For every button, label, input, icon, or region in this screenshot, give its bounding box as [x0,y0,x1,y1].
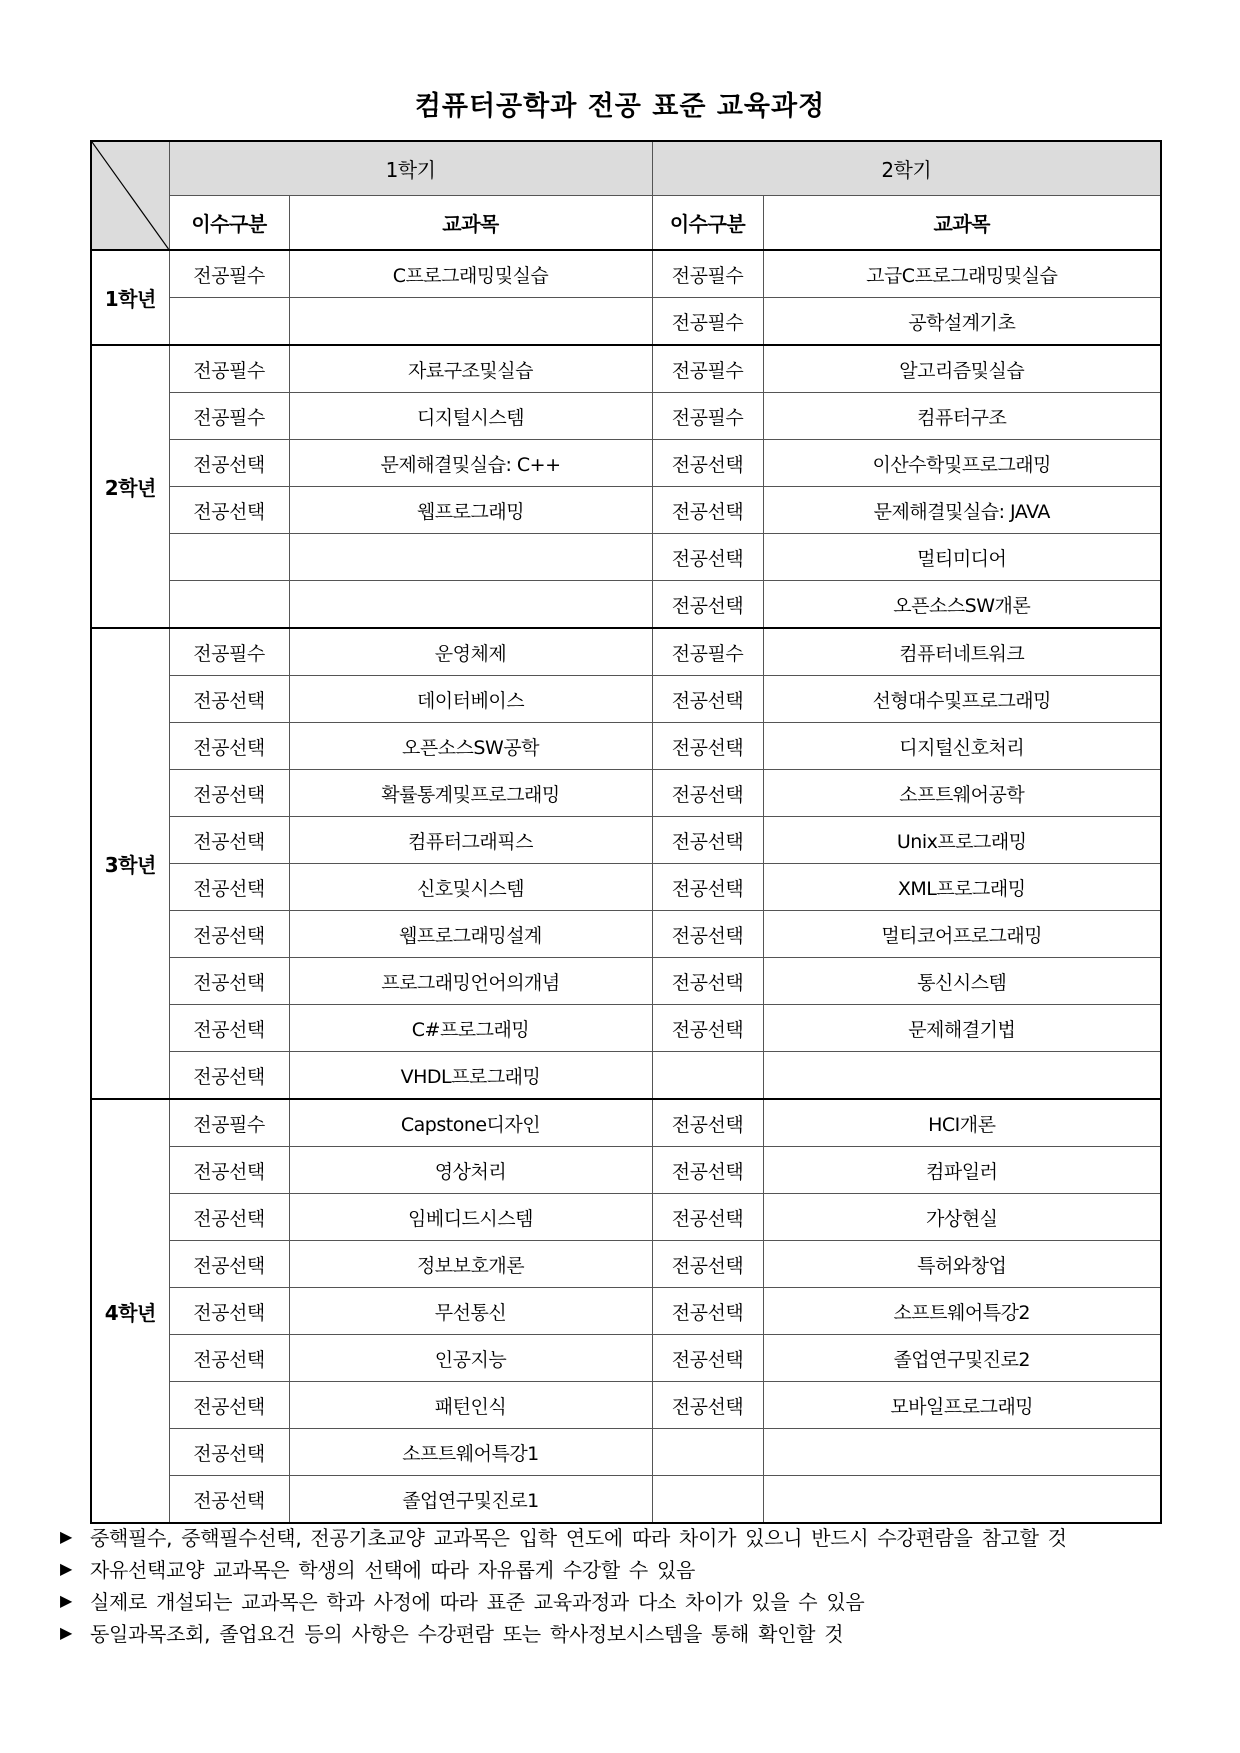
category-cell: 전공선택 [652,864,763,911]
category-cell: 전공선택 [169,676,289,723]
course-cell [763,1476,1161,1524]
category-cell: 전공선택 [169,1194,289,1241]
course-cell: 인공지능 [289,1335,652,1382]
course-cell: 확률통계및프로그래밍 [289,770,652,817]
table-row [91,676,1161,723]
table-row [91,817,1161,864]
category-cell: 전공선택 [652,1382,763,1429]
category-cell: 전공선택 [652,770,763,817]
table-row [91,1194,1161,1241]
course-cell [289,298,652,346]
curriculum-table [90,140,1162,1524]
category-cell: 전공필수 [169,1099,289,1147]
category-cell: 전공선택 [652,911,763,958]
table-row [91,864,1161,911]
category-cell: 전공선택 [652,1335,763,1382]
category-cell: 전공필수 [652,345,763,393]
table-row [91,1147,1161,1194]
table-row [91,440,1161,487]
category-cell: 전공선택 [652,1099,763,1147]
table-row [91,1005,1161,1052]
category-cell: 전공선택 [169,958,289,1005]
category-cell: 전공선택 [652,723,763,770]
course-cell: 데이터베이스 [289,676,652,723]
course-cell: 소프트웨어특강1 [289,1429,652,1476]
course-cell: 프로그래밍언어의개념 [289,958,652,1005]
year-label: 1학년 [91,250,169,345]
course-cell: 선형대수및프로그래밍 [763,676,1161,723]
category-cell: 전공선택 [169,1052,289,1100]
category-cell: 전공필수 [652,298,763,346]
course-cell [289,581,652,629]
category-cell: 전공선택 [652,1147,763,1194]
course-cell: 웹프로그래밍 [289,487,652,534]
table-row [91,534,1161,581]
course-cell: 소프트웨어특강2 [763,1288,1161,1335]
category-cell: 전공선택 [652,581,763,629]
note-text: 동일과목조회, 졸업요건 등의 사항은 수강편람 또는 학사정보시스템을 통해 확인할 것 [90,1621,844,1646]
course-cell: 모바일프로그래밍 [763,1382,1161,1429]
course-cell: Capstone디자인 [289,1099,652,1147]
column-header-row [91,196,1161,251]
category-cell: 전공필수 [652,250,763,298]
category-cell [652,1429,763,1476]
course-cell: 소프트웨어공학 [763,770,1161,817]
course-cell: 패턴인식 [289,1382,652,1429]
table-row [91,1099,1161,1147]
category-cell: 전공선택 [652,1005,763,1052]
table-row [91,770,1161,817]
category-cell: 전공선택 [169,1288,289,1335]
course-cell: 디지털신호처리 [763,723,1161,770]
page-title: 컴퓨터공학과 전공 표준 교육과정 [414,91,826,122]
category-cell: 전공선택 [169,817,289,864]
course-cell [763,1429,1161,1476]
course-cell: 공학설계기초 [763,298,1161,346]
category-cell: 전공필수 [652,628,763,676]
course-cell: 자료구조및실습 [289,345,652,393]
category-cell: 전공선택 [169,864,289,911]
course-cell: HCI개론 [763,1099,1161,1147]
category-cell: 전공선택 [169,440,289,487]
category-cell: 전공선택 [169,1335,289,1382]
category-cell: 전공선택 [652,958,763,1005]
diagonal-line-icon [92,142,169,249]
note-item [60,1584,1180,1616]
category-cell: 전공선택 [169,487,289,534]
category-cell [169,298,289,346]
table-row [91,1476,1161,1524]
category-cell: 전공선택 [169,1241,289,1288]
course-cell: 멀티코어프로그래밍 [763,911,1161,958]
table-row [91,581,1161,629]
note-text: 자유선택교양 교과목은 학생의 선택에 따라 자유롭게 수강할 수 있음 [90,1557,696,1582]
note-item [60,1552,1180,1584]
semester-header-row [91,141,1161,196]
category-cell: 전공선택 [169,770,289,817]
course-cell: 통신시스템 [763,958,1161,1005]
category-cell: 전공선택 [169,1147,289,1194]
course-cell: 무선통신 [289,1288,652,1335]
category-cell: 전공필수 [169,393,289,440]
course-cell: 컴파일러 [763,1147,1161,1194]
s1-course-header: 교과목 [289,196,652,251]
category-cell: 전공선택 [169,1382,289,1429]
category-cell: 전공선택 [169,1476,289,1524]
table-row [91,1382,1161,1429]
table-row [91,1335,1161,1382]
course-cell [763,1052,1161,1100]
course-cell: 컴퓨터네트워크 [763,628,1161,676]
course-cell: 정보보호개론 [289,1241,652,1288]
corner-cell [91,141,169,250]
table-row [91,345,1161,393]
s2-course-header: 교과목 [763,196,1161,251]
category-cell: 전공필수 [169,250,289,298]
course-cell: 고급C프로그래밍및실습 [763,250,1161,298]
category-cell [652,1052,763,1100]
curriculum-table-body [91,141,1161,1523]
triangle-bullet-icon: ▶ [60,1590,73,1610]
s1-category-header: 이수구분 [169,196,289,251]
table-row [91,628,1161,676]
notes-list [60,1520,1180,1648]
course-cell: 이산수학및프로그래밍 [763,440,1161,487]
course-cell: C프로그래밍및실습 [289,250,652,298]
table-row [91,487,1161,534]
category-cell: 전공필수 [169,628,289,676]
course-cell: C#프로그래밍 [289,1005,652,1052]
course-cell: 웹프로그래밍설계 [289,911,652,958]
course-cell [289,534,652,581]
table-row [91,1052,1161,1100]
course-cell: 졸업연구및진로1 [289,1476,652,1524]
table-row [91,250,1161,298]
category-cell: 전공선택 [652,1288,763,1335]
category-cell: 전공선택 [652,1241,763,1288]
category-cell: 전공선택 [169,911,289,958]
year-label: 4학년 [91,1099,169,1523]
triangle-bullet-icon: ▶ [60,1526,73,1546]
course-cell: 알고리즘및실습 [763,345,1161,393]
category-cell [169,581,289,629]
course-cell: 졸업연구및진로2 [763,1335,1161,1382]
course-cell: 컴퓨터구조 [763,393,1161,440]
course-cell: 멀티미디어 [763,534,1161,581]
table-row [91,298,1161,346]
category-cell: 전공선택 [169,1005,289,1052]
note-item [60,1520,1180,1552]
category-cell: 전공선택 [652,534,763,581]
category-cell: 전공필수 [169,345,289,393]
course-cell: VHDL프로그래밍 [289,1052,652,1100]
course-cell: 신호및시스템 [289,864,652,911]
category-cell: 전공선택 [652,1194,763,1241]
table-row [91,1241,1161,1288]
course-cell: 문제해결및실습: C++ [289,440,652,487]
course-cell: 문제해결및실습: JAVA [763,487,1161,534]
table-row [91,911,1161,958]
category-cell: 전공선택 [652,676,763,723]
category-cell: 전공필수 [652,393,763,440]
triangle-bullet-icon: ▶ [60,1622,73,1642]
course-cell: 특허와창업 [763,1241,1161,1288]
category-cell: 전공선택 [652,487,763,534]
year-label: 2학년 [91,345,169,628]
course-cell: 문제해결기법 [763,1005,1161,1052]
course-cell: 컴퓨터그래픽스 [289,817,652,864]
course-cell: Unix프로그래밍 [763,817,1161,864]
course-cell: 오픈소스SW개론 [763,581,1161,629]
course-cell: 영상처리 [289,1147,652,1194]
category-cell: 전공선택 [652,817,763,864]
course-cell: 임베디드시스템 [289,1194,652,1241]
table-row [91,958,1161,1005]
note-text: 실제로 개설되는 교과목은 학과 사정에 따라 표준 교육과정과 다소 차이가 있을 수 있음 [90,1589,865,1614]
note-item [60,1616,1180,1648]
s2-category-header: 이수구분 [652,196,763,251]
course-cell: 오픈소스SW공학 [289,723,652,770]
note-text: 중핵필수, 중핵필수선택, 전공기초교양 교과목은 입학 연도에 따라 차이가 있으니 반드시 수강편람을 참고할 것 [90,1525,1067,1550]
table-row [91,1429,1161,1476]
table-row [91,1288,1161,1335]
category-cell [652,1476,763,1524]
course-cell: 가상현실 [763,1194,1161,1241]
category-cell: 전공선택 [169,723,289,770]
triangle-bullet-icon: ▶ [60,1558,73,1578]
category-cell [169,534,289,581]
year-label: 3학년 [91,628,169,1099]
category-cell: 전공선택 [169,1429,289,1476]
semester-2-header: 2학기 [652,141,1161,196]
course-cell: 디지털시스템 [289,393,652,440]
table-row [91,393,1161,440]
course-cell: 운영체제 [289,628,652,676]
category-cell: 전공선택 [652,440,763,487]
course-cell: XML프로그래밍 [763,864,1161,911]
table-row [91,723,1161,770]
semester-1-header: 1학기 [169,141,652,196]
